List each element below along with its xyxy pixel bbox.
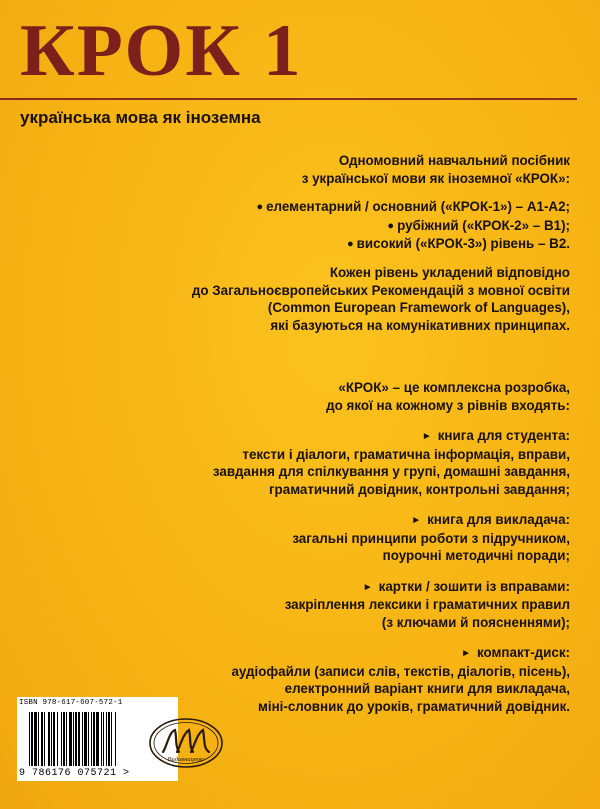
triangle-bullet-icon: ► xyxy=(461,648,471,659)
barcode-bar xyxy=(108,712,110,766)
barcode-bar xyxy=(31,712,33,766)
level-item: ● елементарний / основний («КРОК-1») – А1-А2; xyxy=(256,199,570,214)
barcode-bar xyxy=(93,712,95,766)
intro-line: Одномовний навчальний посібник xyxy=(338,153,570,168)
barcode-bar xyxy=(48,712,50,766)
book-title: КРОК 1 xyxy=(20,10,303,92)
barcode-bar xyxy=(115,712,116,766)
isbn-label: ISBN 978-617-607-572-1 xyxy=(19,699,123,707)
barcode-bar xyxy=(96,712,99,766)
level-item: ● високий («КРОК-3») рівень – В2. xyxy=(346,236,570,251)
barcode-bar xyxy=(88,712,89,766)
barcode-bar xyxy=(82,712,83,766)
triangle-bullet-icon: ► xyxy=(421,431,432,442)
component-heading: ► книга для студента: xyxy=(421,428,570,443)
barcode-bar xyxy=(111,712,112,766)
title-divider xyxy=(0,98,577,100)
component-line: граматичний довідник, контрольні завдання; xyxy=(268,481,570,497)
components-intro-line: до якої на кожному з рівнів входять: xyxy=(326,397,570,413)
component-line: завдання для спілкування у групі, домашні завдання, xyxy=(212,464,570,479)
barcode-bar xyxy=(63,712,65,766)
components-block xyxy=(213,379,570,715)
component-heading: ► компакт-диск: xyxy=(461,645,570,660)
bullet-icon: ● xyxy=(346,238,354,250)
levels-list xyxy=(256,198,570,254)
barcode-bar xyxy=(38,712,39,766)
barcode-bar xyxy=(61,712,62,766)
component-line: тексти і діалоги, граматична інформація, вправи, xyxy=(242,446,570,462)
intro-block xyxy=(302,152,570,187)
triangle-bullet-icon: ► xyxy=(362,581,373,593)
barcode-bar xyxy=(29,712,30,766)
barcode-bar xyxy=(78,712,80,766)
intro-line: з української мови як іноземної «КРОК»: xyxy=(301,170,570,186)
barcode-bar xyxy=(51,712,52,766)
barcode-number: 9 786176 075721 > xyxy=(19,768,130,779)
barcode-bar xyxy=(91,712,92,766)
components-intro-line: «КРОК» – це комплексна розробка, xyxy=(338,380,570,395)
barcode-bar xyxy=(84,712,87,766)
component-line: (з ключами й поясненнями); xyxy=(381,614,570,630)
publisher-logo-text: Видавництво xyxy=(167,756,205,763)
component-line: поурочні методичні поради; xyxy=(382,548,570,563)
barcode-bar xyxy=(34,712,37,766)
barcode-bar xyxy=(103,712,104,766)
barcode-bar xyxy=(53,712,55,766)
component-line: загальні принципи роботи з підручником, xyxy=(292,530,570,546)
book-subtitle: українська мова як іноземна xyxy=(20,108,261,127)
publisher-logo xyxy=(147,716,225,774)
component-line: міні-словник до уроків, граматичний довідник. xyxy=(257,698,570,714)
bullet-icon: ● xyxy=(387,219,395,232)
component-heading: ► книга для викладача: xyxy=(411,512,570,527)
barcode-bar xyxy=(69,712,72,766)
barcode-bar xyxy=(44,712,45,766)
description-line: які базуються на комунікативних принципах. xyxy=(270,317,570,333)
barcode-bar xyxy=(73,712,74,766)
barcode-bar xyxy=(57,712,58,766)
barcode-bar xyxy=(101,712,102,766)
component-line: закріплення лексики і граматичних правил xyxy=(284,597,570,612)
component-heading: ► картки / зошити із вправами: xyxy=(362,578,570,594)
description-line: до Загальноєвропейських Рекомендацій з мовної освіти xyxy=(191,282,570,298)
description-line: Кожен рівень укладений відповідно xyxy=(329,265,570,280)
component-line: електронний варіант книги для викладача, xyxy=(284,681,570,696)
barcode-bar xyxy=(66,712,67,766)
component-line: аудіофайли (записи слів, текстів, діалогів, пісень), xyxy=(231,663,570,679)
barcode-bar xyxy=(75,712,77,766)
level-item: ● рубіжний («КРОК-2» – В1); xyxy=(387,217,570,233)
bullet-icon: ● xyxy=(256,201,264,213)
barcode-bar xyxy=(41,712,43,766)
triangle-bullet-icon: ► xyxy=(411,515,422,526)
description-line: (Common European Framework of Languages), xyxy=(267,300,570,315)
barcode-bar xyxy=(106,712,107,766)
barcode-bars xyxy=(29,712,161,766)
levels-description xyxy=(192,264,570,334)
